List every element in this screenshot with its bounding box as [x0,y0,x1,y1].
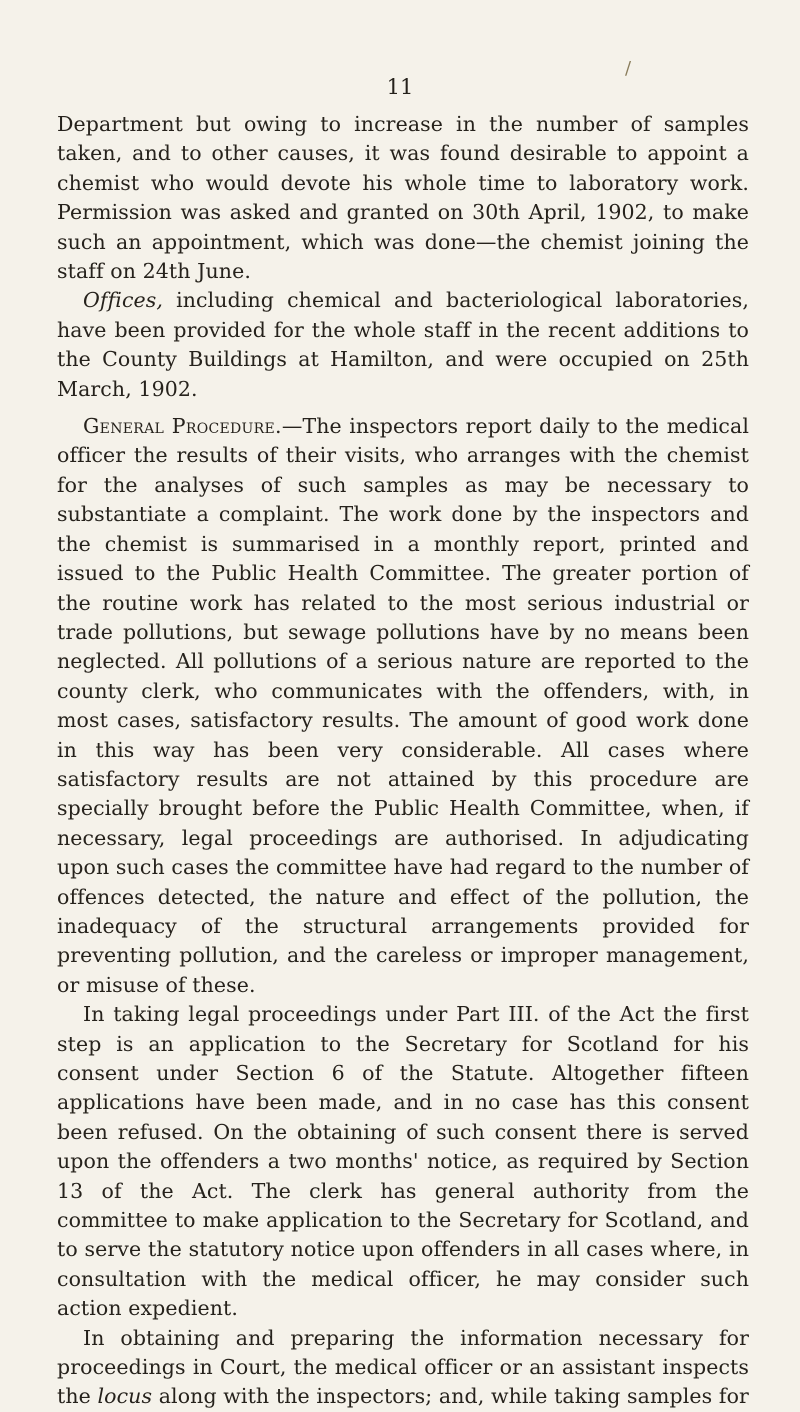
page-number: 11 [386,75,414,99]
paragraph-continuation [57,110,749,286]
paragraph-text: along with the inspectors; and, while taking samples for [152,1384,749,1409]
stray-ink-mark: / [625,58,632,79]
paragraph-text: In obtaining and preparing the information necessary for proceedings in Court, the medical officer or an assistant inspects the [57,1325,749,1409]
paragraph-text: Department but owing to increase in the number of samples taken, and to other causes, it was found desirable to appoint a chemist who would devote his whole time to laboratory work. Permission was asked and granted on 30th April, 1902, to make such an appointment, which was done—the chemist joining the staff on 24th June. [57,112,749,284]
paragraph-obtaining-information [57,1324,749,1412]
paragraph-legal-proceedings [57,1000,749,1323]
paragraph-text: —The inspectors report daily to the medical officer the results of their visits, who arranges with the chemist for the analyses of such samples as may be necessary to substantiate a complaint. The work done by the inspectors and the chemist is summarised in a monthly report, printed and issued to the Public Health Committee. The greater portion of the routine work has related to the most serious industrial or trade pollutions, but sewage pollutions have by no means been neglected. All pollutions of a serious nature are reported to the county clerk, who communicates with the offenders, with, in most cases, satisfactory results. The amount of good work done in this way has been very considerable. All cases where satisfactory results are not attained by this procedure are specially brought before the Public Health Committee, when, if necessary, legal proceedings are authorised. In adjudicating upon such cases the committee have had regard to the number of offences detected, the nature and effect of the pollution, the inadequacy of the structural arrangements provided for preventing pollution, and the careless or improper management, or misuse of these. [57,414,749,997]
paragraph-general-procedure [57,412,749,1000]
paragraph-text: In taking legal proceedings under Part III. of the Act the first step is an application to the Secretary for Scotland for his consent under Section 6 of the Statute. Altogether fifteen applications have been made, and in no case has this consent been refused. On the obtaining of such consent there is served upon the offenders a two months' notice, as required by Section 13 of the Act. The clerk has general authority from the committee to make application to the Secretary for Scotland, and to serve the statutory notice upon offenders in all cases where, in consultation with the medical officer, he may consider such action expedient. [57,1002,749,1321]
paragraph-offices [57,286,749,404]
section-heading: General Procedure. [83,414,282,439]
italic-term: locus [97,1384,153,1409]
body-text [57,110,749,1412]
paragraph-text: including chemical and bacteriological laboratories, have been provided for the whole staff in the recent additions to the County Buildings at Hamilton, and were occupied on 25th March, 1902. [57,288,749,401]
paragraph-lead-italic: Offices, [83,288,163,313]
